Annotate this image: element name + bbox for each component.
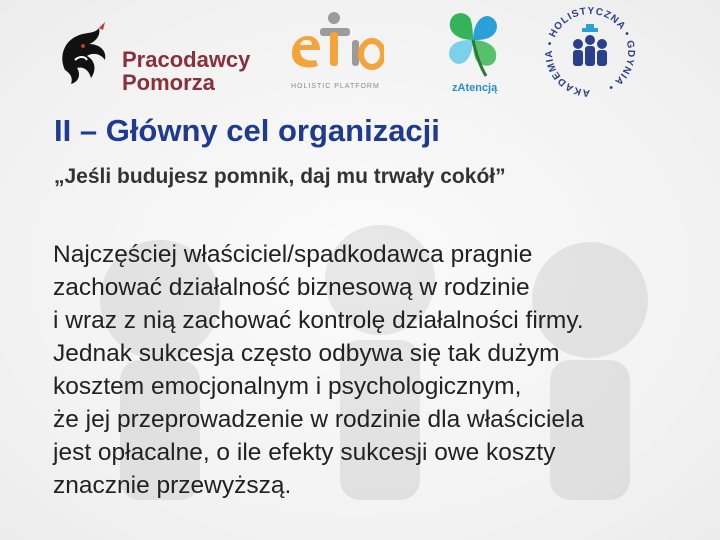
svg-text:AKADEMIA • HOLISTYCZNA • GDYNI: AKADEMIA • HOLISTYCZNA • GDYNIA • [543,5,637,99]
people-icon [573,24,607,66]
pracodawcy-line1: Pracodawcy [122,47,251,72]
slide-title: II – Główny cel organizacji [54,113,440,148]
dragon-icon [55,20,119,86]
body-line: Jednak sukcesja często odbywa się tak dużym [53,340,560,367]
body-line: znacznie przewyższą. [53,472,292,499]
body-line: Najczęściej właściciel/spadkodawca pragnie [53,241,533,268]
body-line: zachować działalność biznesową w rodzinie [53,274,530,301]
clover-icon [440,6,506,80]
logo-bar [0,0,720,105]
pracodawcy-text [122,48,250,94]
slide-body [53,238,713,502]
zatencja-logo [440,6,510,96]
slide-subtitle-quote: „Jeśli budujesz pomnik, daj mu trwały cokół” [54,165,506,188]
etito-mark [288,10,384,80]
akademia-holistyczna-logo [538,2,642,102]
body-line: kosztem emocjonalnym i psychologicznym, [53,373,522,400]
akademia-seal [538,2,642,102]
body-line: i wraz z nią zachować kontrolę działalności firmy. [53,307,584,334]
etito-subtitle: HOLISTIC PLATFORM [291,83,380,90]
body-line: że jej przeprowadzenie w rodzinie dla właściciela [53,406,585,433]
etito-logo [288,10,388,95]
zatencja-label: zAtencją [452,82,498,94]
pracodawcy-line2: Pomorza [122,70,215,95]
body-line: jest opłacalne, o ile efekty sukcesji owe koszty [53,439,556,466]
pracodawcy-pomorza-logo [55,20,255,95]
